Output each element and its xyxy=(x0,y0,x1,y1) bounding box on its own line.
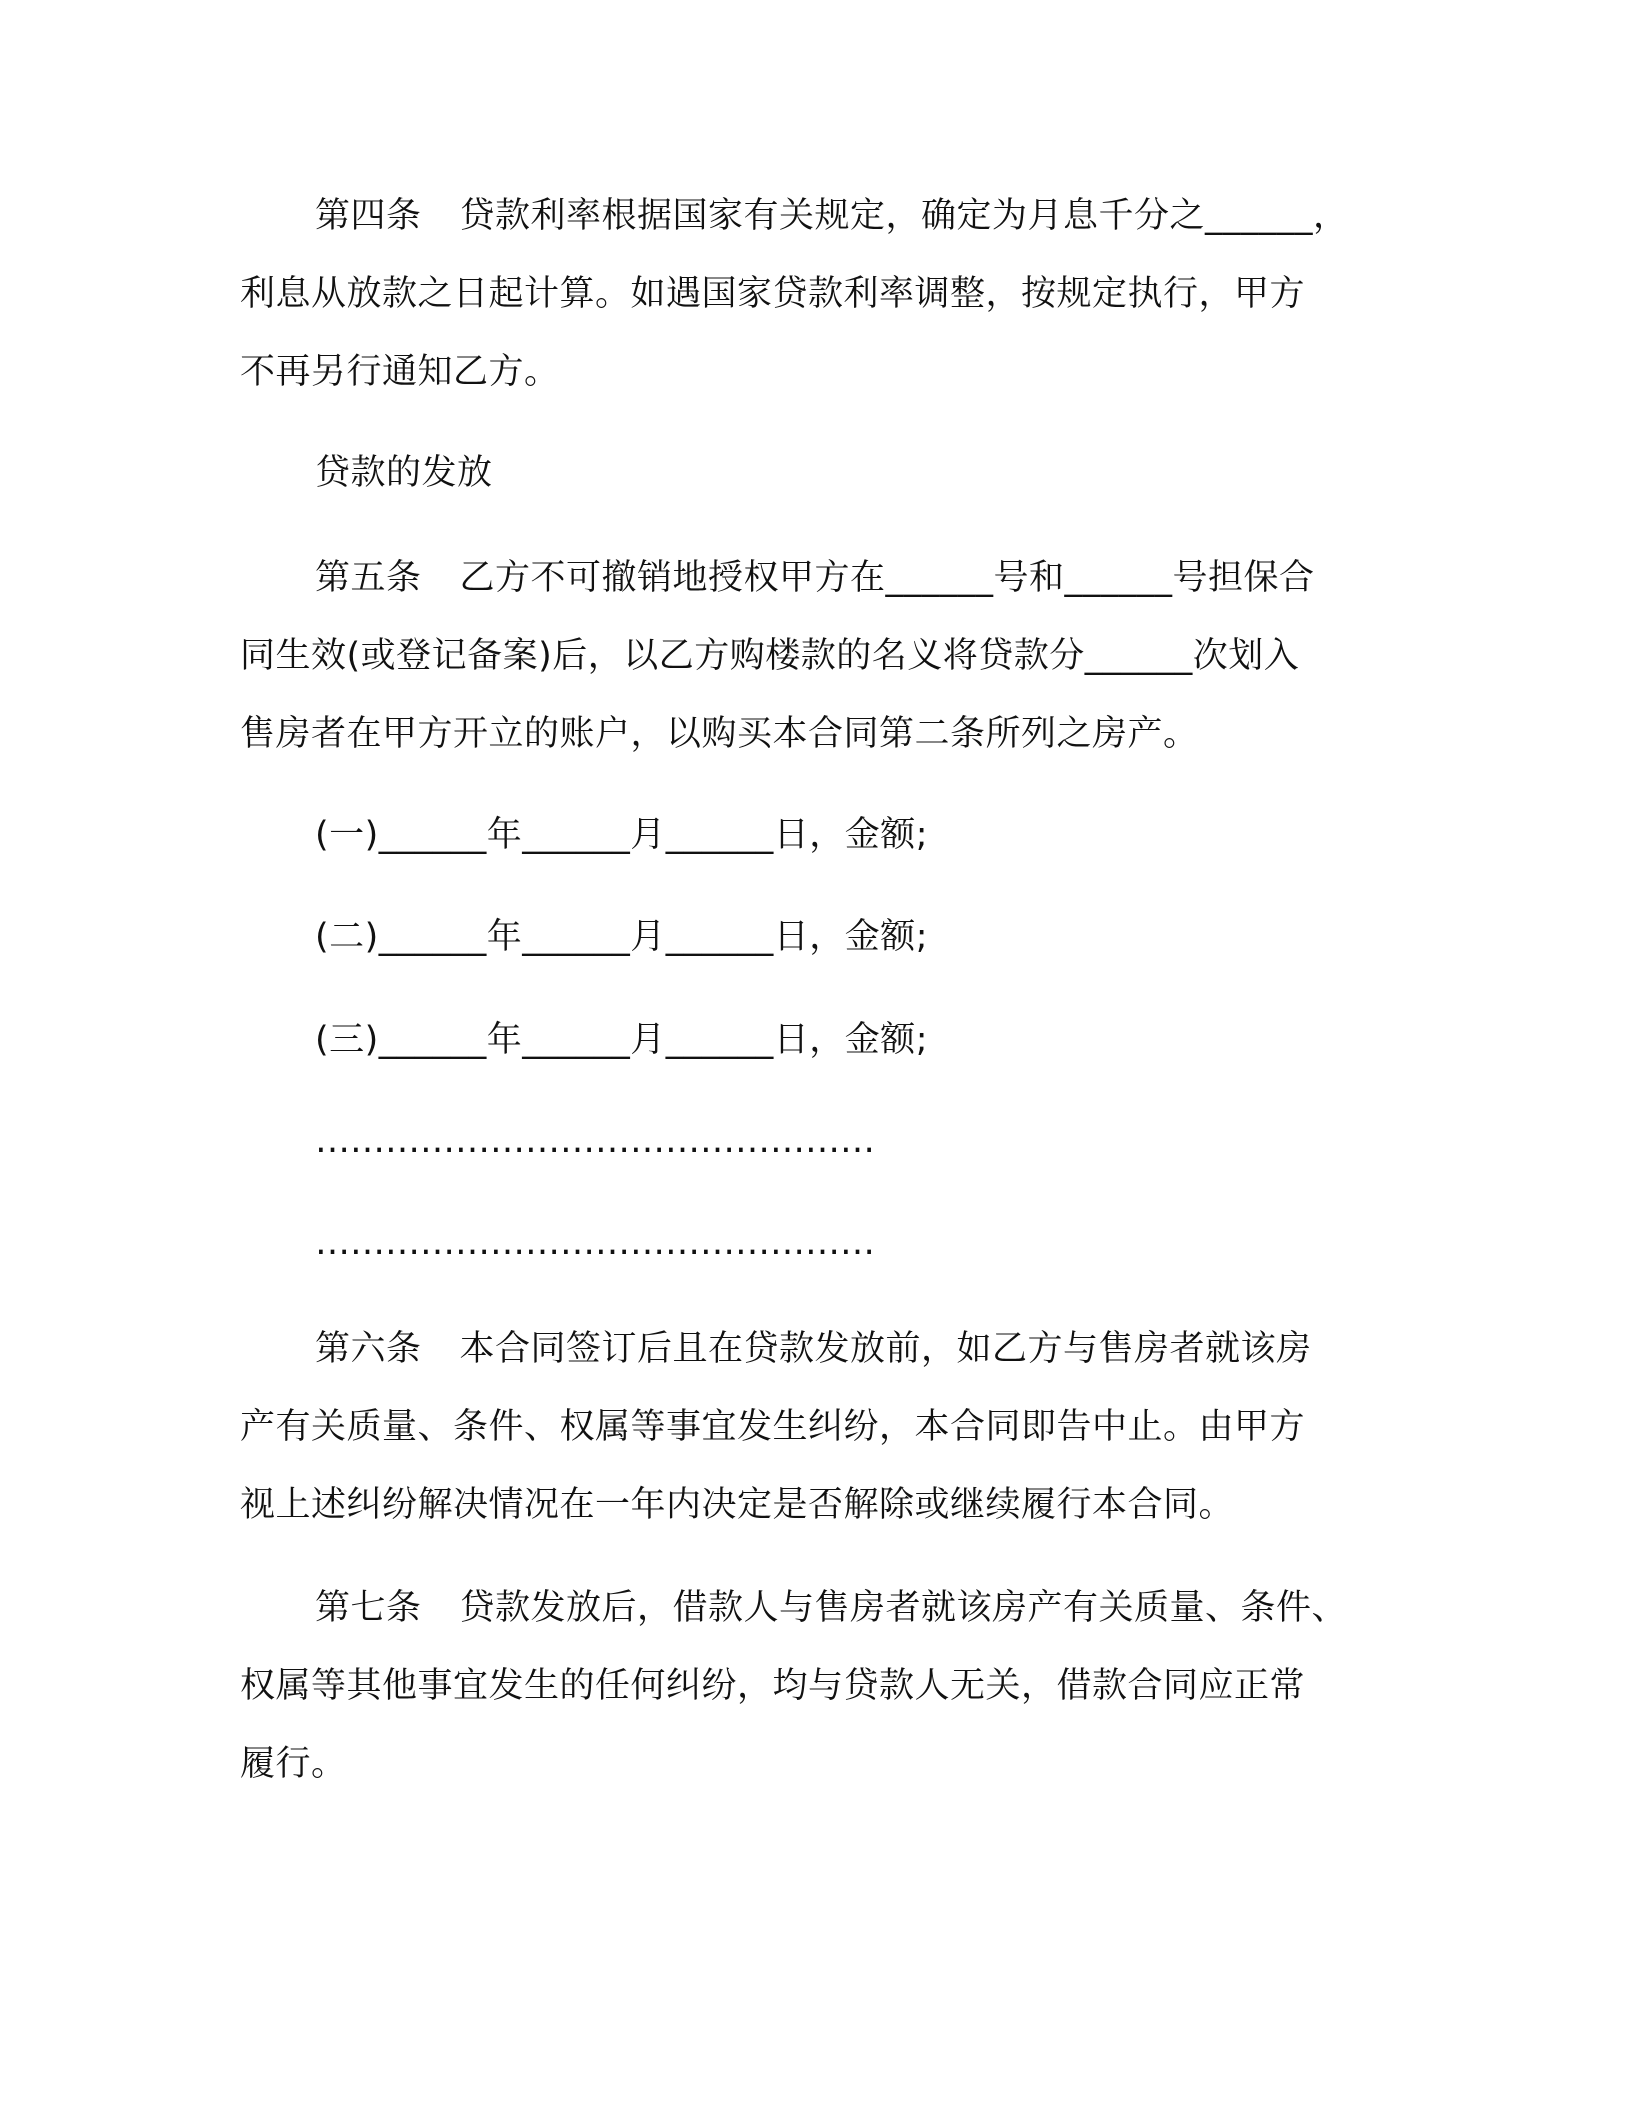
article-4-line-2: 利息从放款之日起计算。如遇国家贷款利率调整，按规定执行，甲方 xyxy=(240,274,1306,314)
article-5-text-1: 乙方不可撤销地授权甲方在______号和______号担保合 xyxy=(459,558,1315,598)
article-7-line-2: 权属等其他事宜发生的任何纠纷，均与贷款人无关，借款合同应正常 xyxy=(240,1666,1306,1706)
article-6-text-1: 本合同签订后且在贷款发放前，如乙方与售房者就该房 xyxy=(459,1329,1312,1369)
ellipsis-line-2: ………………………………………… xyxy=(315,1223,875,1263)
article-5-line-2: 同生效(或登记备案)后，以乙方购楼款的名义将贷款分______次划入 xyxy=(240,636,1300,676)
article-6-line-1 xyxy=(315,1325,1312,1373)
article-7-line-1 xyxy=(315,1584,1347,1632)
article-7-text-1: 贷款发放后，借款人与售房者就该房产有关质量、条件、 xyxy=(459,1588,1348,1628)
ellipsis-line-1: ………………………………………… xyxy=(315,1121,875,1161)
article-7-label: 第七条 xyxy=(315,1588,422,1628)
article-4-text-1: 贷款利率根据国家有关规定，确定为月息千分之______， xyxy=(459,196,1349,236)
article-7-line-3: 履行。 xyxy=(240,1744,347,1784)
article-5-line-1 xyxy=(315,554,1315,602)
article-6-line-2: 产有关质量、条件、权属等事宜发生纠纷，本合同即告中止。由甲方 xyxy=(240,1407,1306,1447)
article-4-label: 第四条 xyxy=(315,196,422,236)
article-5-label: 第五条 xyxy=(315,558,422,598)
installment-3: (三)______年______月______日，金额; xyxy=(315,1020,929,1060)
article-4-line-3: 不再另行通知乙方。 xyxy=(240,352,560,392)
installment-1: (一)______年______月______日，金额; xyxy=(315,815,929,855)
article-6-label: 第六条 xyxy=(315,1329,422,1369)
installment-2: (二)______年______月______日，金额; xyxy=(315,917,929,957)
article-4-line-1 xyxy=(315,192,1349,240)
section-heading: 贷款的发放 xyxy=(315,453,493,493)
article-5-line-3: 售房者在甲方开立的账户，以购买本合同第二条所列之房产。 xyxy=(240,714,1199,754)
article-6-line-3: 视上述纠纷解决情况在一年内决定是否解除或继续履行本合同。 xyxy=(240,1485,1235,1525)
